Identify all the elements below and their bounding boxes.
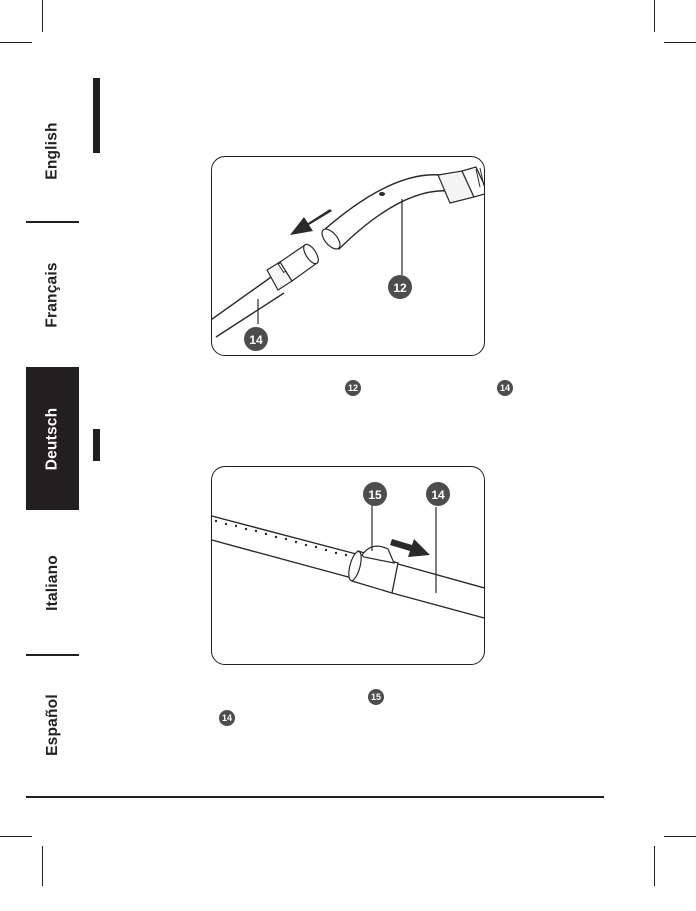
- crop-mark-top-right-vertical: [654, 0, 655, 32]
- crop-mark-bottom-right-horizontal: [664, 836, 696, 837]
- crop-mark-top-left-horizontal: [0, 42, 32, 43]
- tab-divider: [26, 221, 79, 223]
- crop-mark-bottom-left-vertical: [42, 846, 43, 886]
- reference-badge: 12: [345, 380, 361, 396]
- tube-release-illustration: [212, 467, 484, 664]
- callout-14-label: 14: [249, 333, 263, 347]
- crop-mark-top-left-vertical: [42, 0, 43, 32]
- tab-espanol-label: Español: [43, 694, 61, 756]
- tab-deutsch-label: Deutsch: [43, 407, 61, 470]
- reference-badge: 15: [368, 689, 384, 705]
- footer-rule: [26, 796, 604, 798]
- crop-mark-bottom-right-vertical: [654, 846, 655, 886]
- figure-tube-release: [211, 466, 485, 665]
- tab-italiano-label: Italiano: [43, 554, 61, 611]
- adjustment-holes: [215, 520, 347, 556]
- hose-detach-illustration: [212, 157, 484, 355]
- tab-espanol[interactable]: [26, 657, 79, 793]
- crop-mark-bottom-left-horizontal: [0, 836, 32, 837]
- callout-15-label: 15: [368, 488, 382, 502]
- tab-francais[interactable]: [26, 224, 79, 366]
- callout-14-label: 14: [431, 488, 445, 502]
- crop-mark-top-right-horizontal: [664, 42, 696, 43]
- section-marker: [93, 429, 100, 461]
- reference-badge: 14: [219, 710, 235, 726]
- tab-english[interactable]: [26, 82, 79, 220]
- reference-badge: 14: [497, 380, 513, 396]
- figure-hose-detach: [211, 156, 485, 356]
- tab-francais-label: Français: [43, 262, 61, 328]
- callout-12-label: 12: [393, 281, 407, 295]
- arrow-icon: [390, 539, 430, 557]
- tab-deutsch[interactable]: [26, 367, 79, 510]
- tab-divider: [26, 654, 79, 656]
- tab-italiano[interactable]: [26, 512, 79, 653]
- section-marker: [93, 78, 100, 153]
- tab-english-label: English: [43, 122, 61, 180]
